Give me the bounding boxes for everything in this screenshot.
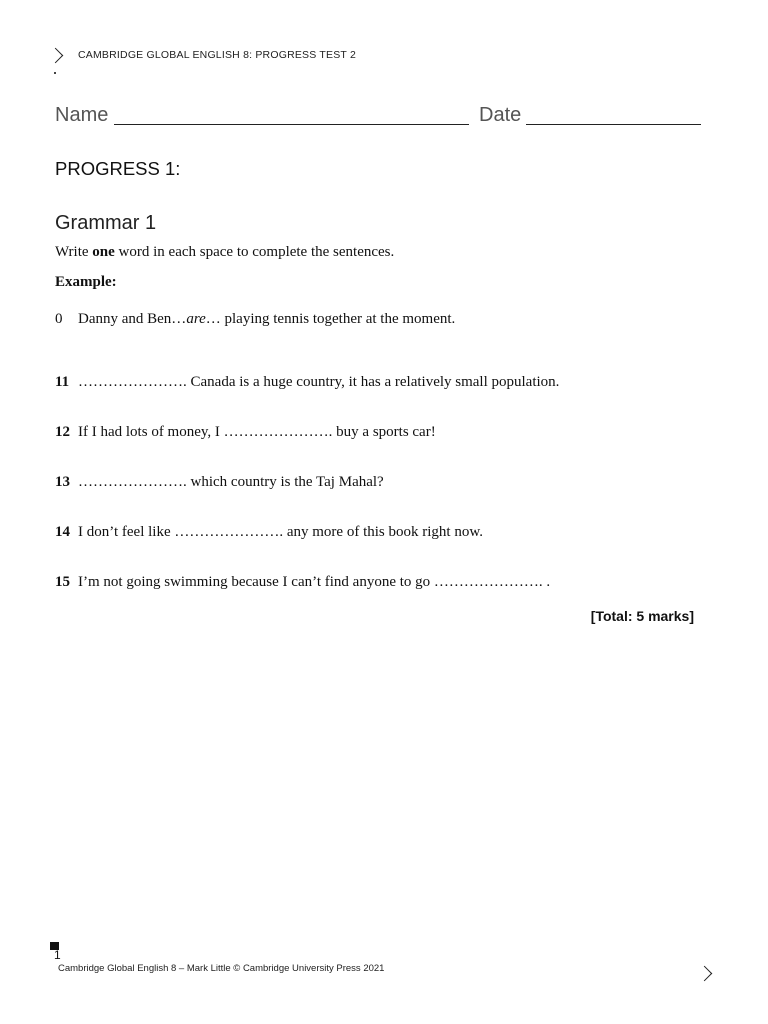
question-row xyxy=(55,524,483,541)
example-row xyxy=(55,311,455,328)
chevron-right-icon xyxy=(48,48,64,64)
question-row xyxy=(55,424,436,441)
date-label: Date xyxy=(479,104,522,126)
progress-heading: PROGRESS 1: xyxy=(55,158,181,179)
chevron-right-icon xyxy=(697,966,713,982)
section-heading: Grammar 1 xyxy=(55,212,157,234)
question-row xyxy=(55,474,384,491)
total-marks: [Total: 5 marks] xyxy=(590,608,694,624)
question-number: 14 xyxy=(55,524,70,540)
instruction-before: Write xyxy=(55,244,93,260)
name-field[interactable] xyxy=(114,122,469,125)
name-date-row xyxy=(55,102,705,132)
question-number: 13 xyxy=(55,474,70,490)
question-number: 11 xyxy=(55,374,70,390)
page-number: 1 xyxy=(54,948,61,962)
header-dot xyxy=(54,72,56,74)
instruction-bold: one xyxy=(92,244,115,260)
date-field[interactable] xyxy=(526,122,701,125)
example-number: 0 xyxy=(55,311,63,327)
question-text: I’m not going swimming because I can’t find anyone to go …………………. . xyxy=(78,574,551,590)
example-label: Example: xyxy=(55,274,117,290)
example-after: … playing tennis together at the moment. xyxy=(205,311,456,327)
question-text: …………………. Canada is a huge country, it has a relatively small population. xyxy=(78,374,560,390)
header-title: CAMBRIDGE GLOBAL ENGLISH 8: PROGRESS TEST 2 xyxy=(78,49,356,61)
question-text: If I had lots of money, I …………………. buy a sports car! xyxy=(78,424,436,440)
name-label: Name xyxy=(55,104,109,126)
instruction-after: word in each space to complete the sentences. xyxy=(114,244,395,260)
question-number: 12 xyxy=(55,424,70,440)
question-row xyxy=(55,374,559,391)
footer-copyright: Cambridge Global English 8 – Mark Little © Cambridge University Press 2021 xyxy=(58,963,385,974)
example-answer: are xyxy=(186,311,206,327)
instruction xyxy=(55,244,394,261)
example-before: Danny and Ben… xyxy=(78,311,187,327)
question-number: 15 xyxy=(55,574,70,590)
question-text: …………………. which country is the Taj Mahal? xyxy=(78,474,384,490)
question-text: I don’t feel like …………………. any more of this book right now. xyxy=(78,524,483,540)
question-row xyxy=(55,574,550,591)
